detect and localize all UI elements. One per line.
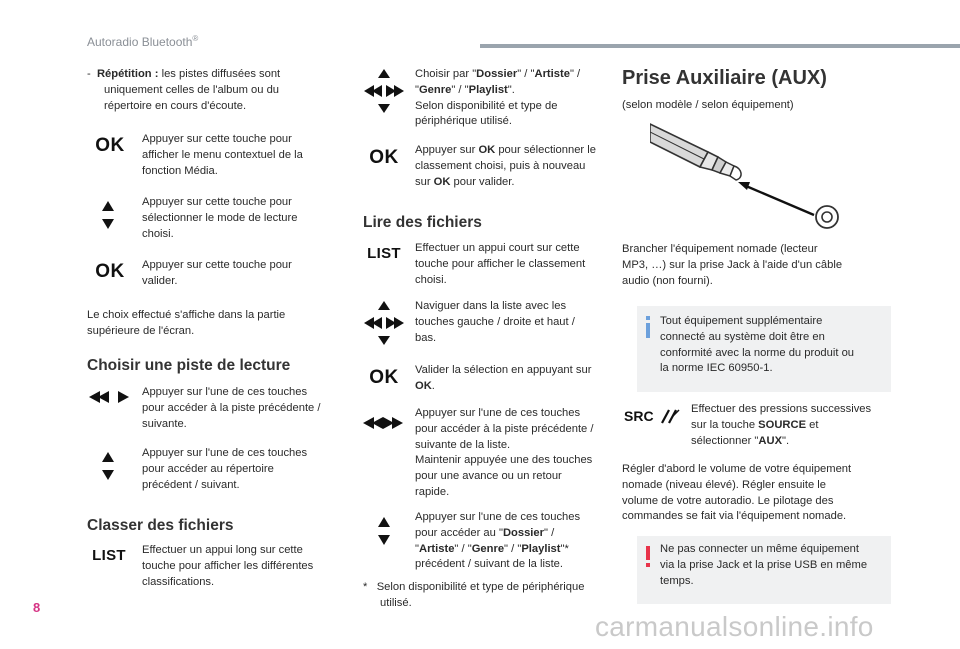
updown2-text: Appuyer sur l'une de ces touches pour accéder au répertoire précédent / suivant. xyxy=(142,447,308,491)
info-note xyxy=(637,306,891,392)
up-down-arrows-icon xyxy=(98,198,118,237)
footnote: * Selon disponibilité et type de périphérique utilisé. xyxy=(363,581,585,609)
choice-paragraph: Le choix effectué s'affiche dans la partie supérieure de l'écran. xyxy=(87,309,286,337)
left-right-arrows-icon xyxy=(362,416,404,435)
four-way-arrows-icon xyxy=(363,300,405,351)
aux-subtitle: (selon modèle / selon équipement) xyxy=(622,99,794,111)
src-text: Effectuer des pressions successives sur la touche SOURCE et sélectionner "AUX". xyxy=(691,403,872,447)
warning-note xyxy=(637,536,891,604)
info-note-text: Tout équipement supplémentaire connecté au système doit être en conformité avec la norme du produit ou la norme IEC 60950-1. xyxy=(660,315,855,375)
heading-aux: Prise Auxiliaire (AUX) xyxy=(622,67,827,89)
up-down-arrows-icon xyxy=(98,449,118,488)
leftright1-text: Appuyer sur l'une de ces touches pour accéder à la piste précédente / suivante. xyxy=(142,386,321,430)
warning-note-text: Ne pas connecter un même équipement via la prise Jack et la prise USB en même temps. xyxy=(660,543,868,587)
updown3-text: Appuyer sur l'une de ces touches pour accéder au "Dossier" / "Artiste" / "Genre" / "Playlist"* précédent / suivant de la liste. xyxy=(415,511,581,571)
src-key-icon: SRC xyxy=(624,408,682,426)
heading-choose-track: Choisir une piste de lecture xyxy=(87,357,291,374)
four-way-arrows-icon xyxy=(363,68,405,119)
list-key-icon: LIST xyxy=(92,547,126,564)
jack-cable-illustration xyxy=(650,122,845,235)
watermark: carmanualsonline.info xyxy=(595,611,874,642)
ok-key-icon: OK xyxy=(95,261,125,282)
heading-sort-files: Classer des fichiers xyxy=(87,517,234,534)
up-down-arrows-icon xyxy=(374,514,394,553)
updown1-text: Appuyer sur cette touche pour sélectionner le mode de lecture choisi. xyxy=(142,196,298,240)
ok-key-icon: OK xyxy=(369,367,399,388)
connect-paragraph: Brancher l'équipement nomade (lecteur MP3, …) sur la prise Jack à l'aide d'un câble audio (non fourni). xyxy=(622,243,843,287)
list2-text: Effectuer un appui court sur cette touche pour afficher le classement choisi. xyxy=(415,242,586,286)
ok3-text: Appuyer sur OK pour sélectionner le classement choisi, puis à nouveau sur OK pour valider. xyxy=(415,144,596,188)
ok1-text: Appuyer sur cette touche pour afficher le menu contextuel de la fonction Média. xyxy=(142,133,303,177)
volume-paragraph: Régler d'abord le volume de votre équipement nomade (niveau élevé). Régler ensuite le volume de votre autoradio. Le pilotage des commandes se fait via l'équipement nomade. xyxy=(622,463,852,523)
header-bar xyxy=(480,44,960,48)
cross1-text: Choisir par "Dossier" / "Artiste" / "Genre" / "Playlist". Selon disponibilité et type de périphérique utilisé. xyxy=(415,68,581,128)
list1-text: Effectuer un appui long sur cette touche pour afficher les différentes classifications. xyxy=(142,544,314,588)
list-key-icon: LIST xyxy=(367,245,401,262)
info-icon xyxy=(645,316,649,336)
left-right-arrows-icon xyxy=(88,390,130,409)
page-number: 8 xyxy=(33,600,41,615)
ok4-text: Valider la sélection en appuyant sur OK. xyxy=(415,364,592,392)
ok2-text: Appuyer sur cette touche pour valider. xyxy=(142,259,292,287)
leftright2-text: Appuyer sur l'une de ces touches pour accéder à la piste précédente / suivante de la liste. Maintenir appuyée une des touches pour une avance ou un retour rapide. xyxy=(415,407,594,498)
repetition-paragraph: - Répétition : les pistes diffusées sont uniquement celles de l'album ou du répertoire en cours d'écoute. xyxy=(87,68,281,112)
heading-read-files: Lire des fichiers xyxy=(363,214,482,231)
ok-key-icon: OK xyxy=(95,135,125,156)
header-title: Autoradio Bluetooth® xyxy=(87,34,199,49)
ok-key-icon: OK xyxy=(369,147,399,168)
warning-icon xyxy=(645,546,651,573)
cross2-text: Naviguer dans la liste avec les touches gauche / droite et haut / bas. xyxy=(415,300,575,344)
